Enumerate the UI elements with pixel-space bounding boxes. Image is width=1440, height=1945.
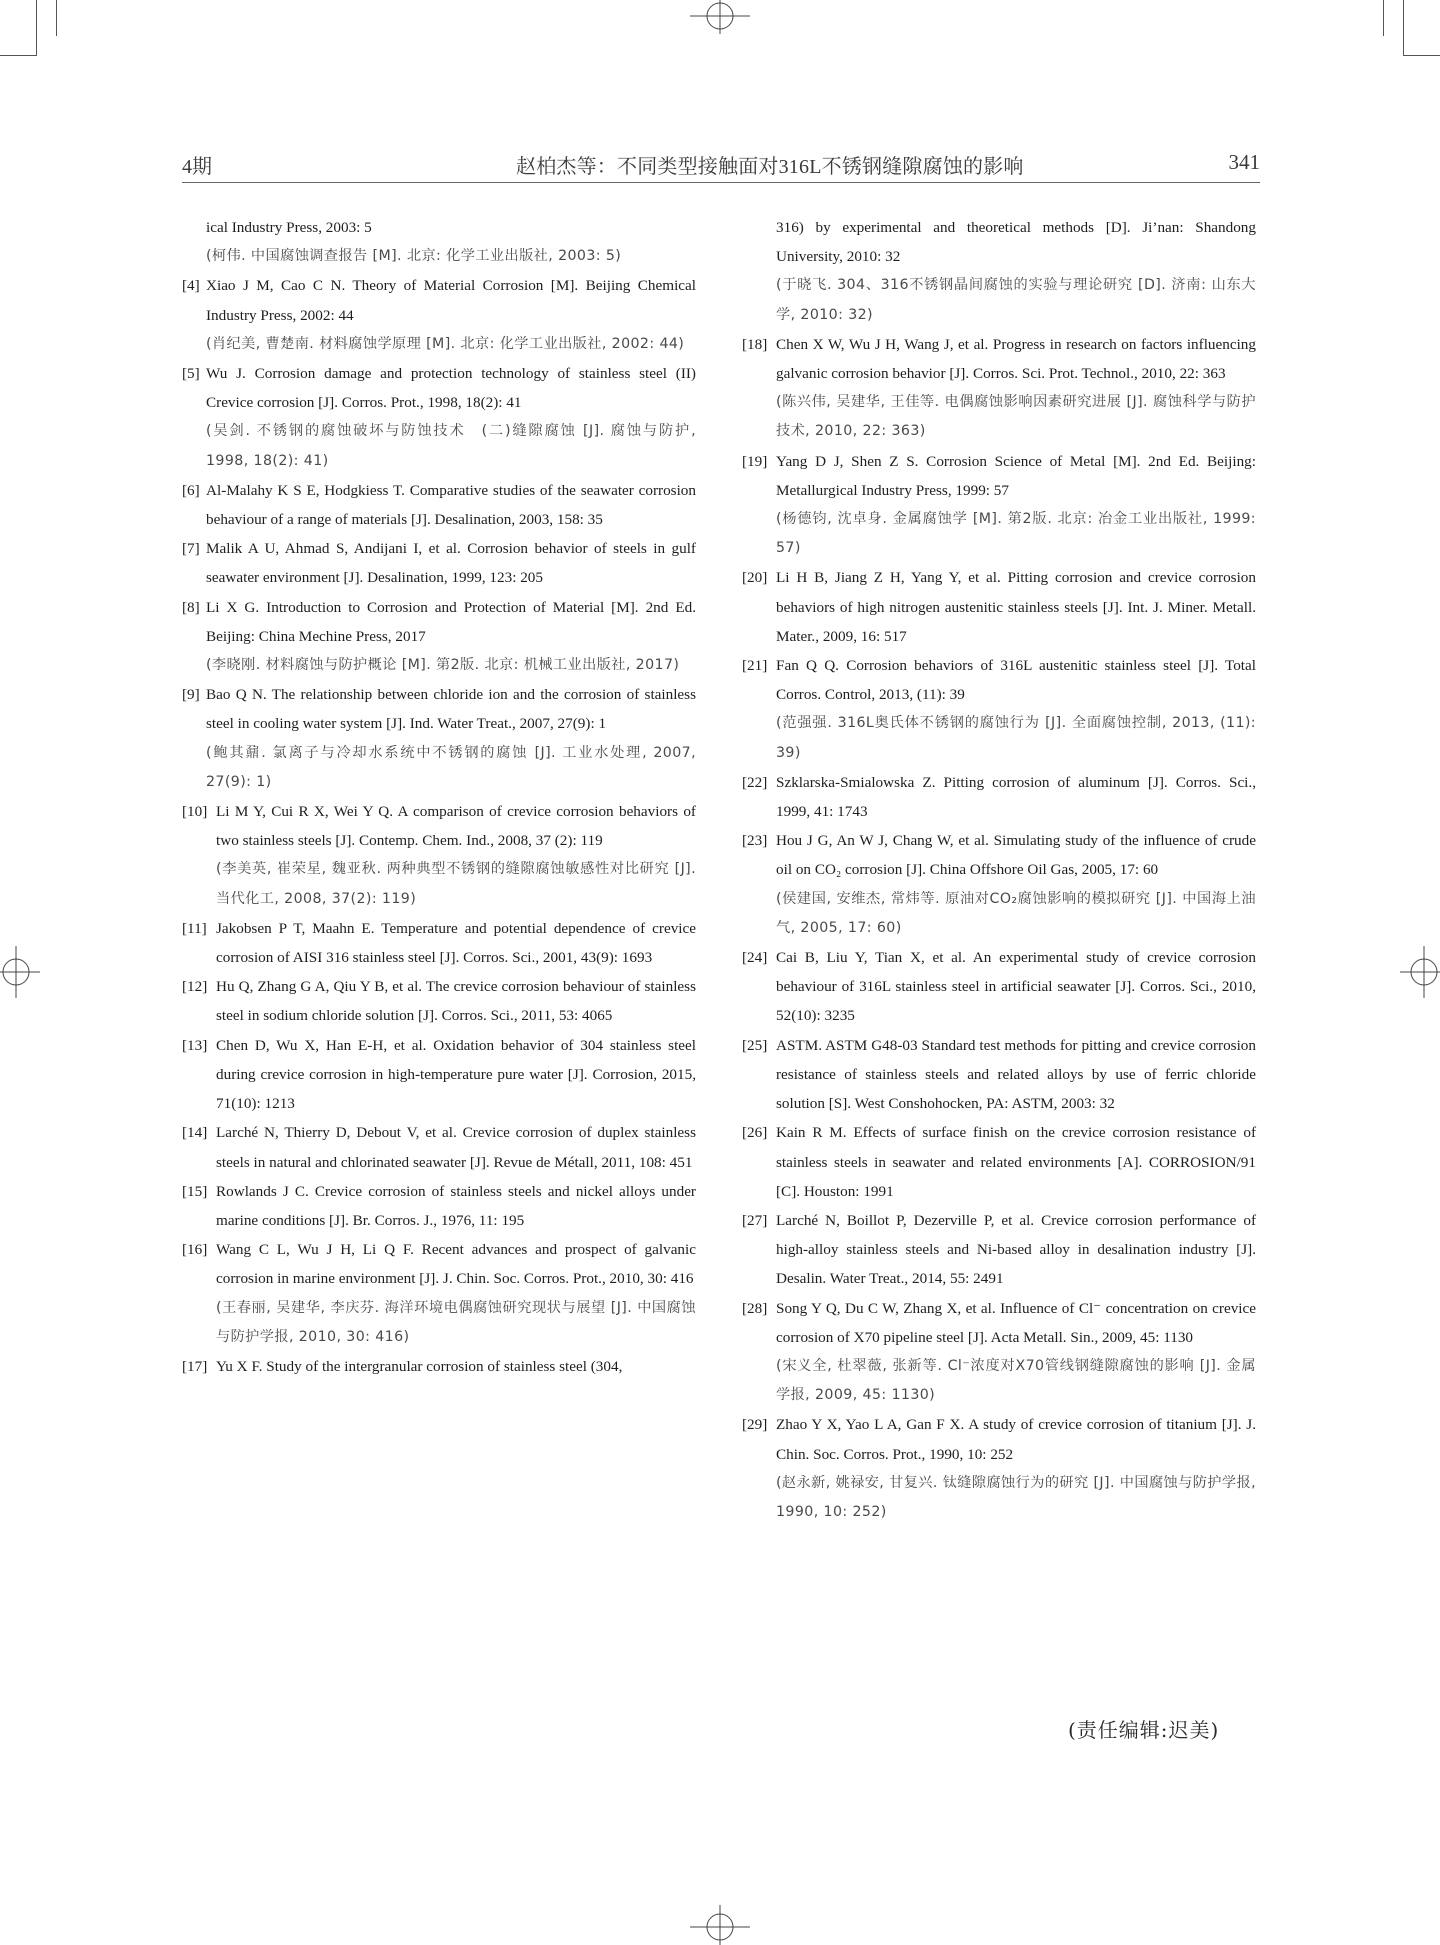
reference-number: [17] [182, 1357, 208, 1375]
reference-entry [742, 826, 1256, 943]
reference-citation: Li X G. Introduction to Corrosion and Protection of Material [M]. 2nd Ed. Beijing: China Mechine Press, 2017 [206, 598, 696, 645]
reference-number: [28] [742, 1299, 768, 1317]
reference-entry [742, 1031, 1256, 1119]
reference-citation: Jakobsen P T, Maahn E. Temperature and potential dependence of crevice corrosion of AISI 316 stainless steel [J]. Corros. Sci., 2001, 43(9): 1693 [216, 919, 696, 967]
reference-citation: ASTM. ASTM G48-03 Standard test methods for pitting and crevice corrosion resistance of stainless steels and related alloys by use of ferric chloride solution [S]. West Conshohocken, PA: ASTM, 2003: 32 [776, 1036, 1256, 1113]
reference-entry [742, 330, 1256, 447]
reference-number: [22] [742, 773, 768, 791]
reference-chinese-translation: (鲍其鼐. 氯离子与冷却水系统中不锈钢的腐蚀 [J]. 工业水处理, 2007, 27(9): 1) [206, 744, 696, 790]
reference-chinese-translation: (宋义全, 杜翠薇, 张新等. Cl⁻浓度对X70管线钢缝隙腐蚀的影响 [J]. 金属学报, 2009, 45: 1130) [776, 1357, 1256, 1404]
reference-number: [24] [742, 949, 768, 967]
reference-citation: Hu Q, Zhang G A, Qiu Y B, et al. The crevice corrosion behaviour of stainless steel in sodium chloride solution [J]. Corros. Sci., 2011, 53: 4065 [216, 978, 696, 1025]
reference-citation: 316) by experimental and theoretical methods [D]. Ji’nan: Shandong University, 2010: 32 [776, 219, 1256, 266]
reference-citation: Xiao J M, Cao C N. Theory of Material Corrosion [M]. Beijing Chemical Industry Press, 2002: 44 [206, 277, 696, 324]
reference-entry [742, 1410, 1256, 1527]
reference-number: [29] [742, 1416, 768, 1434]
reference-entry [742, 563, 1256, 651]
reference-chinese-translation: (赵永新, 姚禄安, 甘复兴. 钛缝隙腐蚀行为的研究 [J]. 中国腐蚀与防护学报, 1990, 10: 252) [776, 1474, 1256, 1520]
reference-entry [182, 1235, 696, 1352]
reference-citation: Song Y Q, Du C W, Zhang X, et al. Influence of Cl⁻ concentration on crevice corrosion of X70 pipeline steel [J]. Acta Metall. Sin., 2009, 45: 1130 [776, 1299, 1256, 1346]
reference-number: [6] [182, 481, 200, 499]
reference-entry [182, 271, 696, 359]
reference-chinese-translation: (于晓飞. 304、316不锈钢晶间腐蚀的实验与理论研究 [D]. 济南: 山东大学, 2010: 32) [776, 277, 1256, 323]
reference-citation: Chen X W, Wu J H, Wang J, et al. Progress in research on factors influencing galvanic corrosion behavior [J]. Corros. Sci. Prot. Technol., 2010, 22: 363 [776, 335, 1256, 383]
reference-entry [742, 447, 1256, 564]
crop-mark [36, 0, 37, 56]
reference-citation: Chen D, Wu X, Han E-H, et al. Oxidation behavior of 304 stainless steel during crevice corrosion in high-temperature pure water [J]. Corrosion, 2015, 71(10): 1213 [216, 1036, 696, 1113]
reference-number: [14] [182, 1124, 208, 1142]
reference-citation: Rowlands J C. Crevice corrosion of stainless steels and nickel alloys under marine conditions [J]. Br. Corros. J., 1976, 11: 195 [216, 1182, 696, 1229]
reference-citation: Szklarska-Smialowska Z. Pitting corrosion of aluminum [J]. Corros. Sci., 1999, 41: 1743 [776, 773, 1256, 821]
reference-chinese-translation: (陈兴伟, 吴建华, 王佳等. 电偶腐蚀影响因素研究进展 [J]. 腐蚀科学与防护技术, 2010, 22: 363) [776, 394, 1256, 440]
reference-citation: Larché N, Thierry D, Debout V, et al. Crevice corrosion of duplex stainless steels in natural and chlorinated seawater [J]. Revue de Métall, 2011, 108: 451 [216, 1124, 696, 1171]
references-right-column [742, 213, 1256, 1527]
running-title: 赵柏杰等：不同类型接触面对316L不锈钢缝隙腐蚀的影响 [516, 156, 1024, 178]
reference-entry [182, 476, 696, 534]
reference-number: [12] [182, 978, 208, 996]
reference-chinese-translation: (肖纪美, 曹楚南. 材料腐蚀学原理 [M]. 北京: 化学工业出版社, 2002: 44) [206, 335, 685, 352]
reference-number: [20] [742, 569, 768, 587]
reference-number: [8] [182, 598, 200, 616]
reference-entry [182, 534, 696, 592]
reference-citation: Li H B, Jiang Z H, Yang Y, et al. Pitting corrosion and crevice corrosion behaviors of high nitrogen austenitic stainless steels [J]. Int. J. Miner. Metall. Mater., 2009, 16: 517 [776, 569, 1256, 645]
reference-chinese-translation: (杨德钧, 沈卓身. 金属腐蚀学 [M]. 第2版. 北京: 冶金工业出版社, 1999: 57) [776, 511, 1256, 557]
reference-entry [742, 768, 1256, 826]
reference-entry [182, 359, 696, 476]
reference-number: [11] [182, 919, 207, 937]
crop-mark [0, 55, 37, 56]
reference-citation: Larché N, Boillot P, Dezerville P, et al. Crevice corrosion performance of high-alloy stainless steels and Ni-based alloy in desalination industry [J]. Desalin. Water Treat., 2014, 55: 2491 [776, 1211, 1256, 1288]
reference-citation: Zhao Y X, Yao L A, Gan F X. A study of crevice corrosion of titanium [J]. J. Chin. Soc. Corros. Prot., 1990, 10: 252 [776, 1416, 1256, 1463]
reference-entry [742, 943, 1256, 1031]
reference-chinese-translation: (柯伟. 中国腐蚀调查报告 [M]. 北京: 化学工业出版社, 2003: 5) [206, 248, 622, 265]
registration-mark-left [0, 942, 40, 1002]
reference-number: [25] [742, 1036, 768, 1054]
reference-entry [182, 1031, 696, 1119]
reference-number: [13] [182, 1036, 208, 1054]
reference-entry [182, 1118, 696, 1176]
header-rule [182, 182, 1260, 183]
reference-citation: Yu X F. Study of the intergranular corrosion of stainless steel (304, [216, 1357, 623, 1375]
reference-number: [9] [182, 686, 200, 704]
reference-number: [27] [742, 1211, 768, 1229]
reference-citation: ical Industry Press, 2003: 5 [206, 219, 372, 236]
reference-citation: Hou J G, An W J, Chang W, et al. Simulating study of the influence of crude oil on CO₂ corrosion [J]. China Offshore Oil Gas, 2005, 17: 60 [776, 832, 1256, 879]
reference-number: [15] [182, 1182, 208, 1200]
reference-entry [182, 972, 696, 1030]
reference-number: [16] [182, 1241, 208, 1259]
reference-entry [182, 680, 696, 797]
reference-entry [182, 914, 696, 972]
crop-mark [1403, 0, 1404, 56]
reference-citation: Cai B, Liu Y, Tian X, et al. An experimental study of crevice corrosion behaviour of 316L stainless steel in artificial seawater [J]. Corros. Sci., 2010, 52(10): 3235 [776, 949, 1256, 1025]
reference-entry [742, 1206, 1256, 1294]
registration-mark-bottom [672, 1905, 768, 1945]
reference-entry [182, 213, 696, 271]
reference-entry [742, 1294, 1256, 1411]
reference-citation: Li M Y, Cui R X, Wei Y Q. A comparison of crevice corrosion behaviors of two stainless steels [J]. Contemp. Chem. Ind., 2008, 37 (2): 119 [216, 803, 696, 850]
reference-citation: Bao Q N. The relationship between chloride ion and the corrosion of stainless steel in cooling water system [J]. Ind. Water Treat., 2007, 27(9): 1 [206, 686, 696, 733]
reference-number: [21] [742, 657, 768, 675]
reference-chinese-translation: (李美英, 崔荣星, 魏亚秋. 两种典型不锈钢的缝隙腐蚀敏感性对比研究 [J]. 当代化工, 2008, 37(2): 119) [216, 861, 696, 907]
reference-entry [742, 651, 1256, 768]
reference-citation: Al-Malahy K S E, Hodgkiess T. Comparative studies of the seawater corrosion behaviour of a range of materials [J]. Desalination, 2003, 158: 35 [206, 481, 696, 529]
registration-mark-right [1400, 942, 1440, 1002]
reference-chinese-translation: (范强强. 316L奥氏体不锈钢的腐蚀行为 [J]. 全面腐蚀控制, 2013, (11): 39) [776, 715, 1256, 761]
reference-number: [10] [182, 803, 208, 821]
reference-entry [182, 797, 696, 914]
reference-number: [5] [182, 365, 200, 383]
running-header [182, 150, 1260, 176]
reference-citation: Wu J. Corrosion damage and protection technology of stainless steel (II) Crevice corrosion [J]. Corros. Prot., 1998, 18(2): 41 [206, 365, 696, 412]
reference-number: [19] [742, 452, 768, 470]
reference-chinese-translation: (侯建国, 安维杰, 常炜等. 原油对CO₂腐蚀影响的模拟研究 [J]. 中国海上油气, 2005, 17: 60) [776, 890, 1256, 936]
reference-number: [4] [182, 277, 200, 295]
registration-mark-top [672, 0, 768, 34]
reference-number: [26] [742, 1124, 768, 1142]
reference-entry [182, 1177, 696, 1235]
reference-number: [7] [182, 540, 200, 558]
issue-number: 4期 [182, 156, 212, 178]
reference-chinese-translation: (李晓刚. 材料腐蚀与防护概论 [M]. 第2版. 北京: 机械工业出版社, 2017) [206, 657, 680, 674]
crop-mark [1403, 55, 1440, 56]
crop-mark [56, 0, 57, 36]
reference-citation: Kain R M. Effects of surface finish on the crevice corrosion resistance of stainless steels in seawater and related environments [A]. CORROSION/91 [C]. Houston: 1991 [776, 1124, 1256, 1200]
reference-citation: Malik A U, Ahmad S, Andijani I, et al. Corrosion behavior of steels in gulf seawater environment [J]. Desalination, 1999, 123: 205 [206, 540, 696, 587]
reference-entry [182, 1352, 696, 1381]
editor-note: (责任编辑:迟美) [1068, 1718, 1220, 1742]
page-number: 341 [1228, 150, 1260, 174]
reference-number: [23] [742, 832, 768, 850]
reference-entry [742, 1118, 1256, 1206]
reference-number: [18] [742, 335, 768, 353]
references-left-column [182, 213, 696, 1381]
reference-citation: Yang D J, Shen Z S. Corrosion Science of Metal [M]. 2nd Ed. Beijing: Metallurgical Industry Press, 1999: 57 [776, 452, 1256, 499]
reference-entry [182, 593, 696, 681]
crop-mark [1383, 0, 1384, 36]
reference-chinese-translation: (吴剑. 不锈钢的腐蚀破坏与防蚀技术 (二)缝隙腐蚀 [J]. 腐蚀与防护, 1998, 18(2): 41) [206, 423, 696, 469]
reference-chinese-translation: (王春丽, 吴建华, 李庆芬. 海洋环境电偶腐蚀研究现状与展望 [J]. 中国腐蚀与防护学报, 2010, 30: 416) [216, 1299, 696, 1345]
reference-citation: Fan Q Q. Corrosion behaviors of 316L austenitic stainless steel [J]. Total Corros. Control, 2013, (11): 39 [776, 657, 1256, 704]
reference-entry [742, 213, 1256, 330]
reference-citation: Wang C L, Wu J H, Li Q F. Recent advances and prospect of galvanic corrosion in marine environment [J]. J. Chin. Soc. Corros. Prot., 2010, 30: 416 [216, 1241, 696, 1288]
